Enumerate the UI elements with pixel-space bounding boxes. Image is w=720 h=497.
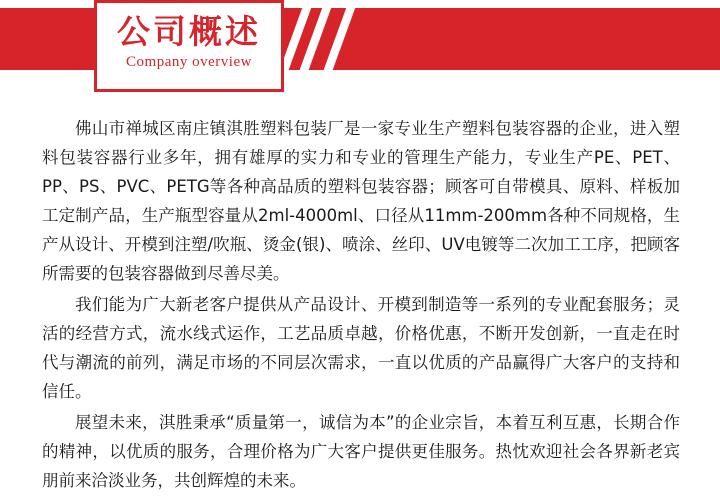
- title-box: [94, 0, 284, 92]
- paragraph: 我们能为广大新老客户提供从产品设计、开模到制造等一系列的专业配套服务；灵活的经营方式，流水线式运作，工艺品质卓越，价格优惠，不断开发创新，一直走在时代与潮流的前列，满足市场的不同层次需求，一直以优质的产品赢得广大客户的支持和信任。: [42, 295, 680, 401]
- overview-text-body: [0, 92, 720, 497]
- header-banner: [0, 0, 720, 92]
- paragraph: 展望未来，淇胜秉承“质量第一，诚信为本”的企业宗旨，本着互利互惠，长期合作的精神，以优质的服务，合理价格为广大客户提供更佳服务。热忱欢迎社会各界新老宾朋前来洽淡业务，共创辉煌的未来。: [42, 413, 680, 490]
- paragraph: 佛山市禅城区南庄镇淇胜塑料包装厂是一家专业生产塑料包装容器的企业，进入塑料包装容器行业多年，拥有雄厚的实力和专业的管理生产能力，专业生产PE、PET、PP、PS、PVC、PETG等各种高品质的塑料包装容器；顾客可自带模具、原料、样板加工定制产品，生产瓶型容量从2ml-4000ml、口径从11mm-200mm各种不同规格，生产从设计、开模到注塑/吹瓶、烫金(银)、喷涂、丝印、UV电镀等二次加工工序，把顾客所需要的包装容器做到尽善尽美。: [42, 119, 680, 283]
- page-title-cn: 公司概述: [117, 12, 261, 51]
- page-title-en: Company overview: [126, 54, 252, 70]
